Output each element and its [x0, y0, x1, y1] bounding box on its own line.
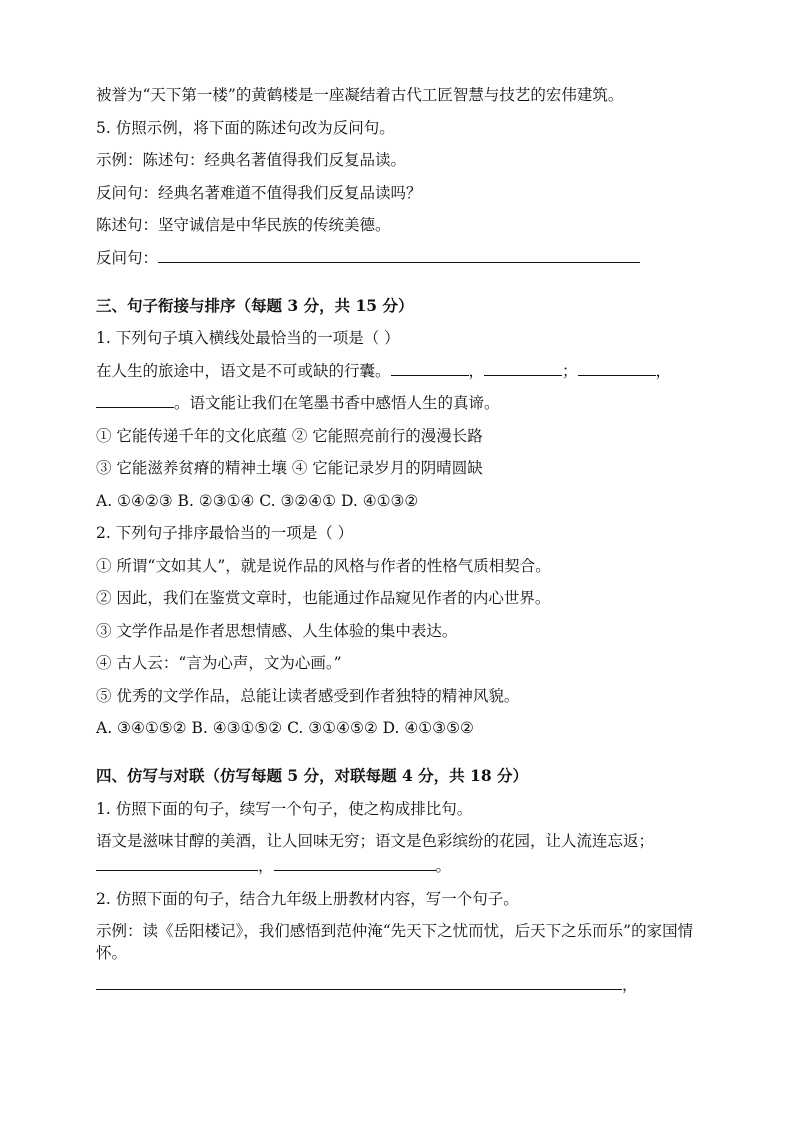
sentence-item: ② 因此，我们在鉴赏文章时，也能通过作品窥见作者的内心世界。	[96, 589, 551, 607]
option-line: ① 它能传递千年的文化底蕴 ② 它能照亮前行的漫漫长路	[96, 426, 483, 445]
separator: 。	[435, 857, 452, 875]
separator: ；	[562, 361, 578, 380]
example-rhetorical: 反问句：经典名著难道不值得我们反复品读吗？	[96, 183, 422, 202]
answer-choices[interactable]: A. ③④①⑤② B. ④③①⑤② C. ③①④⑤② D. ④①③⑤②	[96, 719, 474, 737]
section-3-title: 三、句子衔接与排序（每题 3 分，共 15 分）	[96, 295, 414, 315]
option-line: ③ 它能滋养贫瘠的精神土壤 ④ 它能记录岁月的阴晴圆缺	[96, 459, 483, 477]
fill-blank-2[interactable]	[484, 360, 562, 376]
question-stem: 2. 仿照下面的句子，结合九年级上册教材内容，写一个句子。	[96, 889, 519, 908]
answer-blank-1[interactable]	[96, 855, 258, 871]
exam-page	[96, 84, 706, 1007]
answer-blank[interactable]	[96, 974, 622, 990]
fill-text: 。语文能让我们在笔墨书香中感悟人生的真谛。	[174, 394, 500, 412]
answer-blank-2[interactable]	[274, 855, 436, 871]
question-stem: 2. 下列句子排序最恰当的一项是（ ）	[96, 524, 354, 542]
fill-blank-4[interactable]	[96, 392, 174, 408]
parallel-answer-line	[96, 855, 706, 877]
sentence-item: ④ 古人云：“言为心声，文为心画。”	[96, 654, 342, 672]
rhetorical-label: 反问句：	[96, 248, 159, 267]
sentence-item: ⑤ 优秀的文学作品，总能让读者感受到作者独特的精神风貌。	[96, 686, 520, 705]
separator: ，	[622, 976, 638, 994]
sentence-item: ③ 文学作品是作者思想情感、人生体验的集中表达。	[96, 621, 458, 640]
separator: ，	[258, 857, 274, 875]
sentence-item: ① 所谓“文如其人”，就是说作品的风格与作者的性格气质相契合。	[96, 556, 551, 575]
answer-blank[interactable]	[158, 247, 640, 263]
imitation-answer-line	[96, 974, 706, 996]
answer-choices[interactable]: A. ①④②③ B. ②③①④ C. ③②④① D. ④①③②	[96, 491, 419, 510]
question-stem: 1. 仿照下面的句子，续写一个句子，使之构成排比句。	[96, 799, 473, 818]
example-declarative: 示例：陈述句：经典名著值得我们反复品读。	[96, 151, 407, 169]
example-sentence: 语文是滋味甘醇的美酒，让人回味无穷；语文是色彩缤纷的花园，让人流连忘返；	[96, 832, 655, 850]
question-stem: 1. 下列句子填入横线处最恰当的一项是（ ）	[96, 329, 400, 347]
separator: ，	[655, 361, 672, 380]
question-stem: 5. 仿照示例，将下面的陈述句改为反问句。	[96, 118, 395, 137]
fill-sentence	[96, 360, 706, 382]
fill-blank-3[interactable]	[578, 360, 656, 376]
separator: ，	[468, 361, 485, 380]
declarative-sentence: 陈述句：坚守诚信是中华民族的传统美德。	[96, 216, 391, 234]
text-line: 被誉为“天下第一楼”的黄鹤楼是一座凝结着古代工匠智慧与技艺的宏伟建筑。	[96, 86, 624, 104]
fill-blank-1[interactable]	[391, 360, 469, 376]
fill-text: 在人生的旅途中，语文是不可或缺的行囊。	[96, 361, 391, 380]
fill-sentence-cont	[96, 392, 706, 414]
rhetorical-answer-line	[96, 247, 706, 269]
example-sentence: 示例：读《岳阳楼记》，我们感悟到范仲淹“先天下之忧而忧，后天下之乐而乐”的家国情怀。	[96, 922, 694, 962]
section-4-title: 四、仿写与对联（仿写每题 5 分，对联每题 4 分，共 18 分）	[96, 766, 529, 785]
